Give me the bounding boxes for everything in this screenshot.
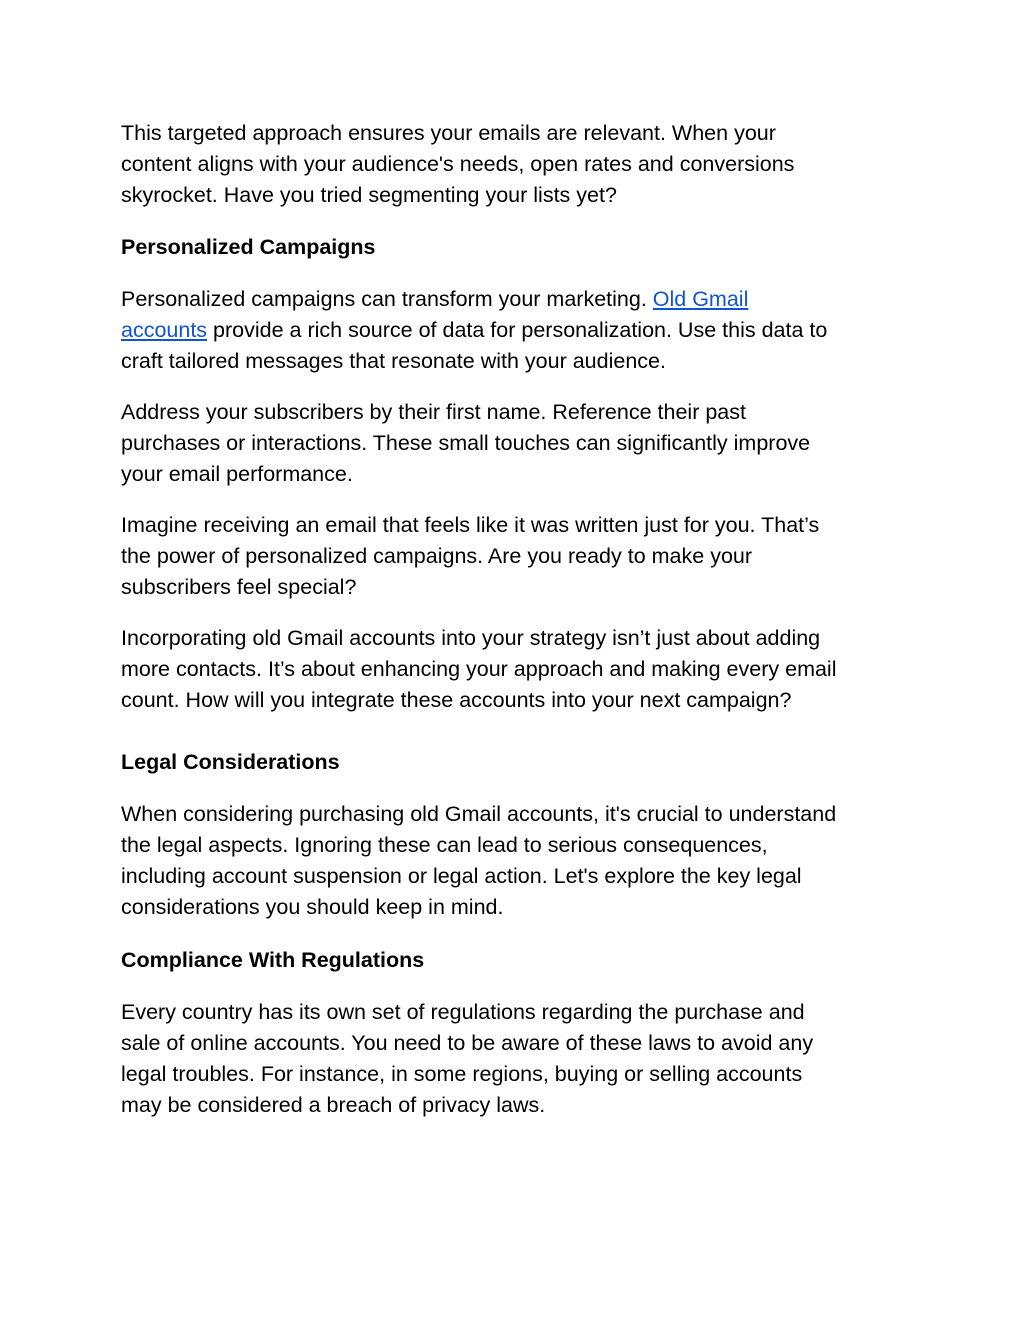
old-gmail-accounts-link[interactable]: Old Gmail xyxy=(652,287,749,311)
heading-legal-considerations: Legal Considerations xyxy=(121,750,340,774)
paragraph-incorporating-accounts xyxy=(121,623,911,716)
text-line xyxy=(121,315,911,346)
text-line: sale of online accounts. You need to be aware of these laws to avoid any xyxy=(121,1031,814,1055)
paragraph-targeted-approach xyxy=(121,118,911,211)
text-segment: Personalized campaigns can transform your marketing. xyxy=(121,287,653,311)
heading-compliance-with-regulations: Compliance With Regulations xyxy=(121,948,425,972)
text-line: considerations you should keep in mind. xyxy=(121,895,504,919)
text-line: the power of personalized campaigns. Are you ready to make your xyxy=(121,544,753,568)
text-line: Imagine receiving an email that feels like it was written just for you. That’s xyxy=(121,513,820,537)
text-line: including account suspension or legal action. Let's explore the key legal xyxy=(121,864,802,888)
text-line: the legal aspects. Ignoring these can lead to serious consequences, xyxy=(121,833,768,857)
text-line: your email performance. xyxy=(121,462,353,486)
text-line: more contacts. It’s about enhancing your approach and making every email xyxy=(121,657,837,681)
text-line: Every country has its own set of regulations regarding the purchase and xyxy=(121,1000,805,1024)
text-line: Address your subscribers by their first name. Reference their past xyxy=(121,400,746,424)
text-line: count. How will you integrate these accounts into your next campaign? xyxy=(121,688,792,712)
paragraph-imagine-receiving xyxy=(121,510,911,603)
paragraph-compliance-regulations xyxy=(121,997,911,1121)
text-line: purchases or interactions. These small touches can significantly improve xyxy=(121,431,811,455)
old-gmail-accounts-link-continued[interactable]: accounts xyxy=(121,318,208,342)
text-line: subscribers feel special? xyxy=(121,575,357,599)
text-line: legal troubles. For instance, in some regions, buying or selling accounts xyxy=(121,1062,803,1086)
text-line: craft tailored messages that resonate with your audience. xyxy=(121,349,666,373)
paragraph-legal-considerations xyxy=(121,799,911,923)
text-line: Incorporating old Gmail accounts into your strategy isn’t just about adding xyxy=(121,626,821,650)
text-line: content aligns with your audience's needs, open rates and conversions xyxy=(121,152,795,176)
text-segment: provide a rich source of data for personalization. Use this data to xyxy=(207,318,828,342)
text-line: may be considered a breach of privacy laws. xyxy=(121,1093,546,1117)
document-page xyxy=(121,118,911,1121)
paragraph-personalized-campaigns xyxy=(121,284,911,377)
text-line: When considering purchasing old Gmail accounts, it's crucial to understand xyxy=(121,802,837,826)
heading-personalized-campaigns: Personalized Campaigns xyxy=(121,235,376,259)
text-line xyxy=(121,284,911,315)
text-line: skyrocket. Have you tried segmenting your lists yet? xyxy=(121,183,617,207)
text-line: This targeted approach ensures your emails are relevant. When your xyxy=(121,121,776,145)
paragraph-address-subscribers xyxy=(121,397,911,490)
